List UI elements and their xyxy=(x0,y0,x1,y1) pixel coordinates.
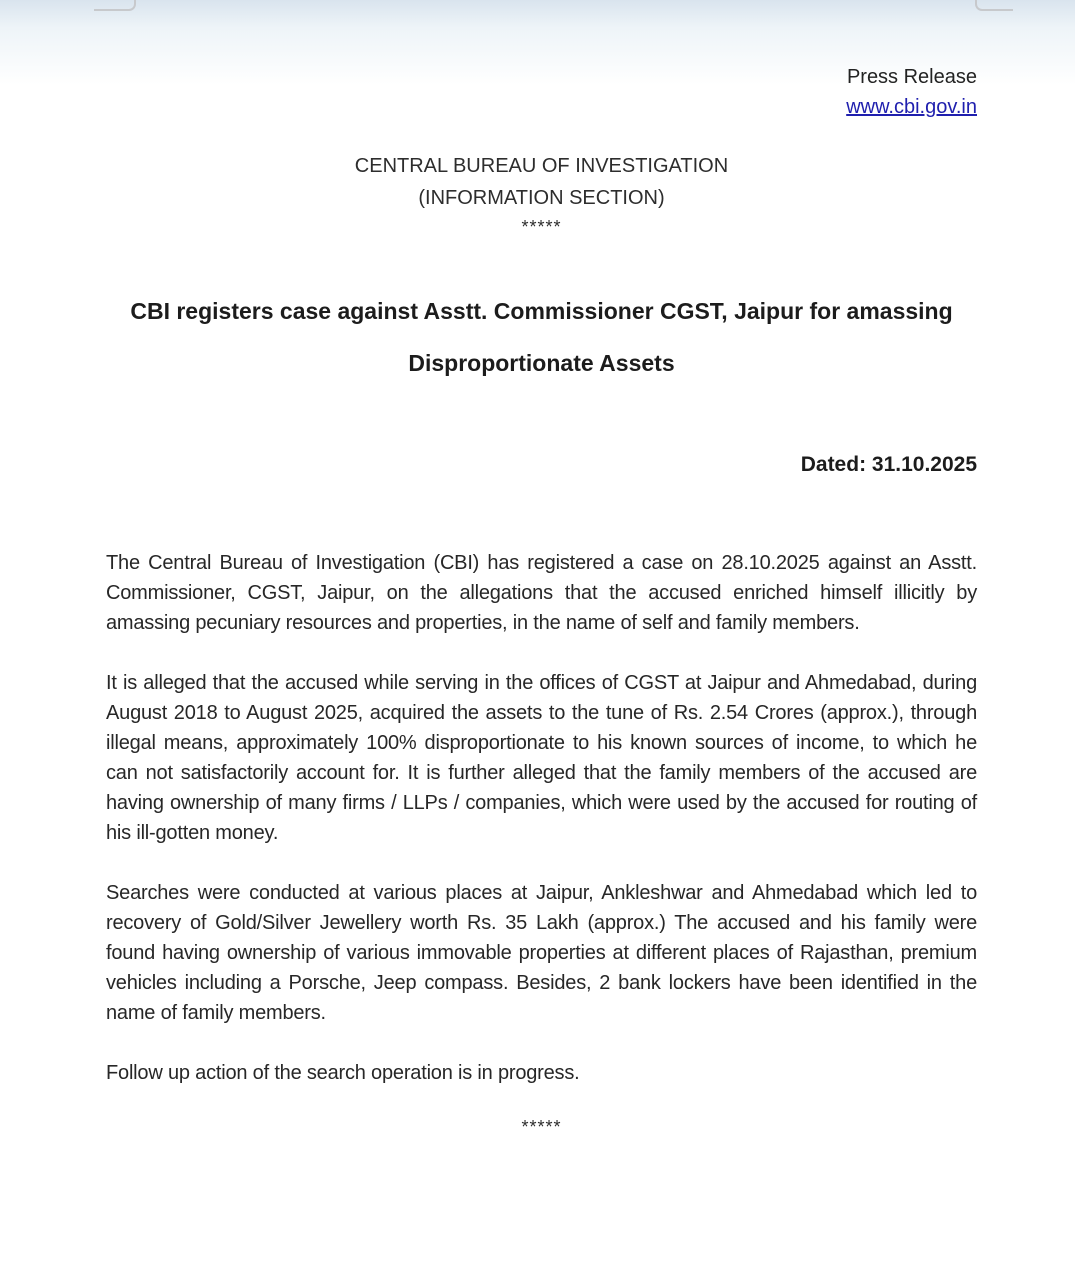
document-body xyxy=(106,548,977,1088)
section-name-heading: (INFORMATION SECTION) xyxy=(418,187,665,209)
separator-stars-top: ***** xyxy=(521,217,562,237)
paragraph-followup: Follow up action of the search operation is in progress. xyxy=(106,1062,580,1084)
document-title-line1: CBI registers case against Asstt. Commissioner CGST, Jaipur for amassing xyxy=(130,298,953,324)
org-name-heading: CENTRAL BUREAU OF INVESTIGATION xyxy=(354,155,729,177)
separator-stars-bottom: ***** xyxy=(521,1117,562,1137)
document-title-line2: Disproportionate Assets xyxy=(408,350,675,376)
org-heading-block xyxy=(106,150,977,214)
document-title xyxy=(106,296,977,378)
date-line: Dated: 31.10.2025 xyxy=(800,453,977,476)
cropped-element-corner-left xyxy=(94,0,136,11)
paragraph-searches: Searches were conducted at various places at Jaipur, Ankleshwar and Ahmedabad which led to recovery of Gold/Silver Jewellery worth Rs. 35 Lakh (approx.) The accused and his family were found having ownership of various immovable properties at different places of Rajasthan, premium vehicles including a Porsche, Jeep compass. Besides, 2 bank lockers have been identified in the name of family members. xyxy=(106,882,977,1024)
cropped-element-corner-right xyxy=(975,0,1013,11)
paragraph-allegations: It is alleged that the accused while serving in the offices of CGST at Jaipur and Ahmedabad, during August 2018 to August 2025, acquired the assets to the tune of Rs. 2.54 Crores (approx.), through illegal means, approximately 100% disproportionate to his known sources of income, to which he can not satisfactorily account for. It is further alleged that the family members of the accused are having ownership of many firms / LLPs / companies, which were used by the accused for routing of his ill-gotten money. xyxy=(106,672,977,844)
cbi-website-link[interactable]: www.cbi.gov.in xyxy=(846,96,977,118)
document-header xyxy=(106,62,977,122)
paragraph-registration: The Central Bureau of Investigation (CBI) has registered a case on 28.10.2025 against an Asstt. Commissioner, CGST, Jaipur, on the allegations that the accused enriched himself illicitly by amassing pecuniary resources and properties, in the name of self and family members. xyxy=(106,552,977,634)
press-release-label: Press Release xyxy=(846,66,977,88)
